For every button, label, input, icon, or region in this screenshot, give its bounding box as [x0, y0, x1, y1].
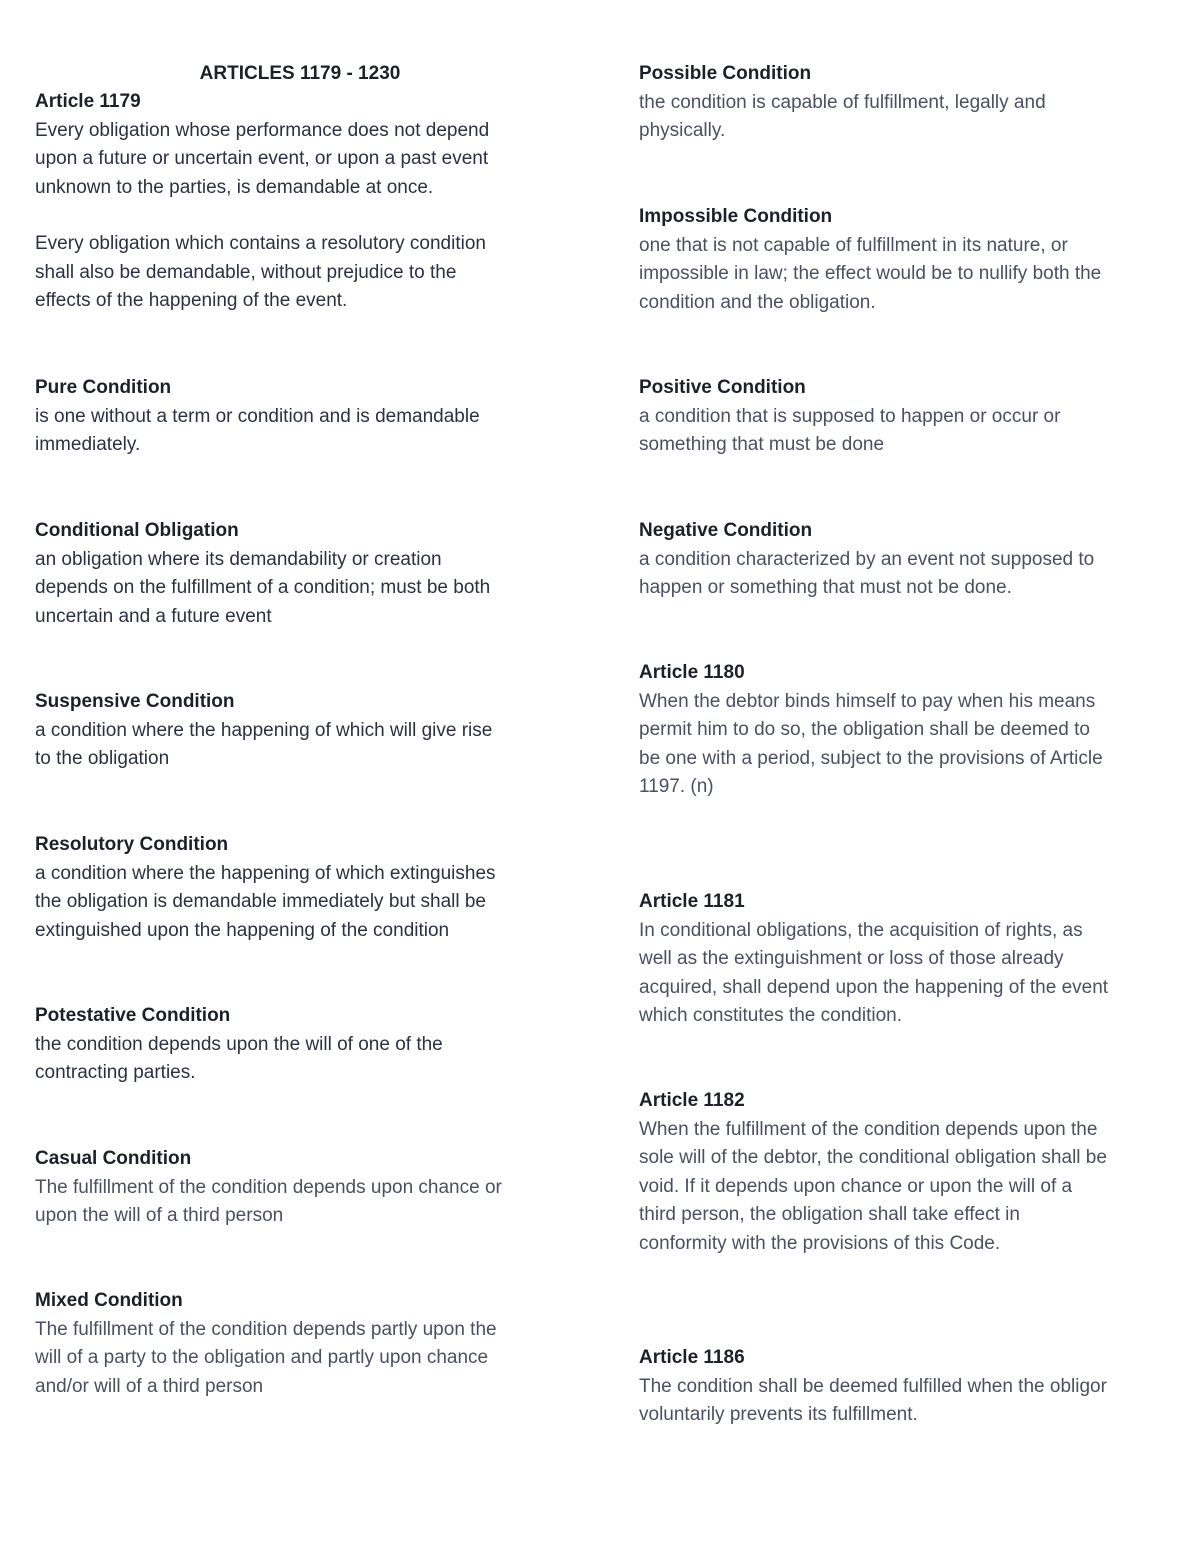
entry-heading: Negative Condition — [639, 520, 813, 541]
entry-article-1179 — [35, 88, 580, 316]
entry-heading: Suspensive Condition — [35, 691, 235, 712]
entry-positive-condition — [639, 374, 1179, 460]
entry-article-1181 — [639, 888, 1179, 1031]
entry-heading: Possible Condition — [639, 63, 812, 84]
entry-heading: Impossible Condition — [639, 206, 833, 227]
entry-heading: Casual Condition — [35, 1148, 192, 1169]
entry-heading: Article 1180 — [639, 662, 745, 683]
entry-text: a condition that is supposed to happen or occur or something that must be done — [639, 405, 1061, 455]
entry-text: The condition shall be deemed fulfilled when the obligor voluntarily prevents its fulfillment. — [639, 1375, 1107, 1425]
entry-possible-condition — [639, 60, 1179, 146]
entry-heading: Potestative Condition — [35, 1005, 231, 1026]
entry-text: a condition where the happening of which extinguishes the obligation is demandable immediately but shall be extinguished upon the happening of the condition — [35, 862, 496, 941]
entry-text: a condition characterized by an event not supposed to happen or something that must not be done. — [639, 548, 1095, 598]
entry-text: the condition is capable of fulfillment, legally and physically. — [639, 91, 1046, 141]
entry-text: When the fulfillment of the condition depends upon the sole will of the debtor, the conditional obligation shall be void. If it depends upon chance or upon the will of a third person, the obligation shall take effect in conformity with the provisions of this Code. — [639, 1118, 1107, 1254]
entry-conditional-obligation — [35, 517, 580, 631]
entry-heading: Positive Condition — [639, 377, 806, 398]
entry-impossible-condition — [639, 203, 1179, 317]
entry-potestative-condition — [35, 1002, 580, 1088]
entry-heading: Article 1182 — [639, 1090, 745, 1111]
entry-negative-condition — [639, 517, 1179, 603]
entry-article-1186 — [639, 1344, 1179, 1430]
entry-paragraph: Every obligation which contains a resolutory condition shall also be demandable, without prejudice to the effects of the happening of the event. — [35, 233, 486, 311]
entry-heading: Article 1186 — [639, 1347, 745, 1368]
page-title: ARTICLES 1179 - 1230 — [199, 63, 401, 84]
entry-text: one that is not capable of fulfillment in its nature, or impossible in law; the effect would be to nullify both the condition and the obligation. — [639, 234, 1102, 313]
entry-article-1182 — [639, 1087, 1179, 1258]
entry-mixed-condition — [35, 1287, 580, 1401]
entry-text: The fulfillment of the condition depends upon chance or upon the will of a third person — [35, 1176, 502, 1226]
left-column — [35, 60, 580, 1397]
entry-text: is one without a term or condition and is demandable immediately. — [35, 405, 480, 455]
entry-heading: Article 1181 — [639, 891, 745, 912]
entry-heading: Pure Condition — [35, 377, 172, 398]
entry-heading: Article 1179 — [35, 91, 141, 112]
entry-paragraph: Every obligation whose performance does not depend upon a future or uncertain event, or upon a past event unknown to the parties, is demandable at once. — [35, 119, 490, 198]
entry-text: an obligation where its demandability or creation depends on the fulfillment of a condition; must be both uncertain and a future event — [35, 548, 491, 627]
entry-resolutory-condition — [35, 831, 580, 945]
entry-suspensive-condition — [35, 688, 580, 774]
entry-pure-condition — [35, 374, 580, 460]
entry-heading: Conditional Obligation — [35, 520, 239, 541]
entry-text: a condition where the happening of which will give rise to the obligation — [35, 719, 493, 769]
entry-text: In conditional obligations, the acquisition of rights, as well as the extinguishment or loss of those already acquired, shall depend upon the happening of the event which constitutes the condition. — [639, 919, 1109, 1026]
entry-heading: Resolutory Condition — [35, 834, 229, 855]
entry-article-1180 — [639, 659, 1179, 802]
entry-text: the condition depends upon the will of one of the contracting parties. — [35, 1033, 443, 1083]
entry-heading: Mixed Condition — [35, 1290, 183, 1311]
entry-casual-condition — [35, 1145, 580, 1231]
entry-text: When the debtor binds himself to pay when his means permit him to do so, the obligation shall be deemed to be one with a period, subject to the provisions of Article 1197. (n) — [639, 690, 1103, 797]
entry-text: The fulfillment of the condition depends partly upon the will of a party to the obligation and partly upon chance and/or will of a third person — [35, 1318, 497, 1397]
